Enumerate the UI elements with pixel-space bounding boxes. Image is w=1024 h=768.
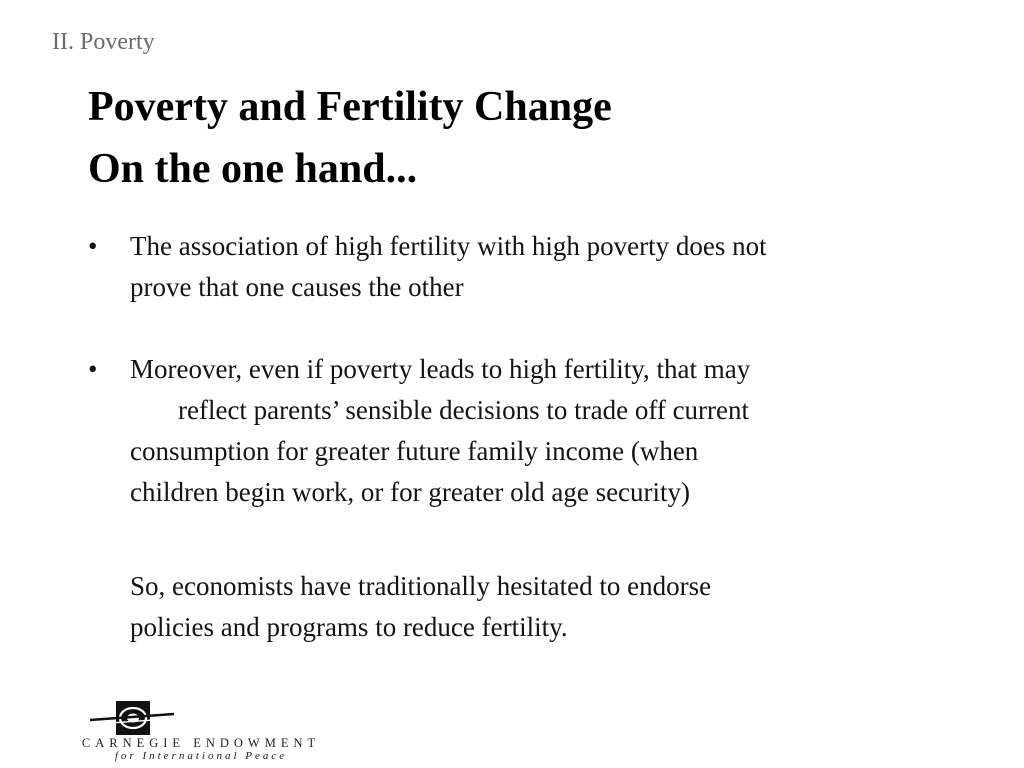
globe-logo-icon: [88, 698, 178, 738]
logo-subtitle: for International Peace: [114, 750, 288, 762]
bullet-line: The association of high fertility with high poverty does not: [130, 231, 767, 261]
conclusion-line: So, economists have traditionally hesitated to endorse: [130, 571, 712, 601]
conclusion-paragraph: [88, 566, 948, 648]
bullet-marker: •: [88, 354, 98, 384]
bullet-item-association: [88, 226, 948, 308]
bullet-line: prove that one causes the other: [130, 272, 464, 302]
bullet-list: [88, 226, 948, 648]
bullet-marker: •: [88, 231, 98, 261]
slide-title-line-2: On the one hand...: [88, 146, 418, 192]
conclusion-line: policies and programs to reduce fertility.: [130, 612, 568, 642]
bullet-line: consumption for greater future family income (when: [130, 436, 699, 466]
bullet-line: reflect parents’ sensible decisions to trade off current: [178, 395, 750, 425]
slide-title: [88, 76, 612, 200]
slide-title-line-1: Poverty and Fertility Change: [88, 84, 612, 130]
logo-name: CARNEGIE ENDOWMENT: [81, 736, 321, 750]
section-label: II. Poverty: [52, 29, 155, 55]
bullet-item-moreover: [88, 349, 948, 513]
bullet-line: Moreover, even if poverty leads to high fertility, that may: [130, 354, 751, 384]
carnegie-endowment-logo: [56, 698, 346, 764]
bullet-line: children begin work, or for greater old age security): [130, 477, 691, 507]
